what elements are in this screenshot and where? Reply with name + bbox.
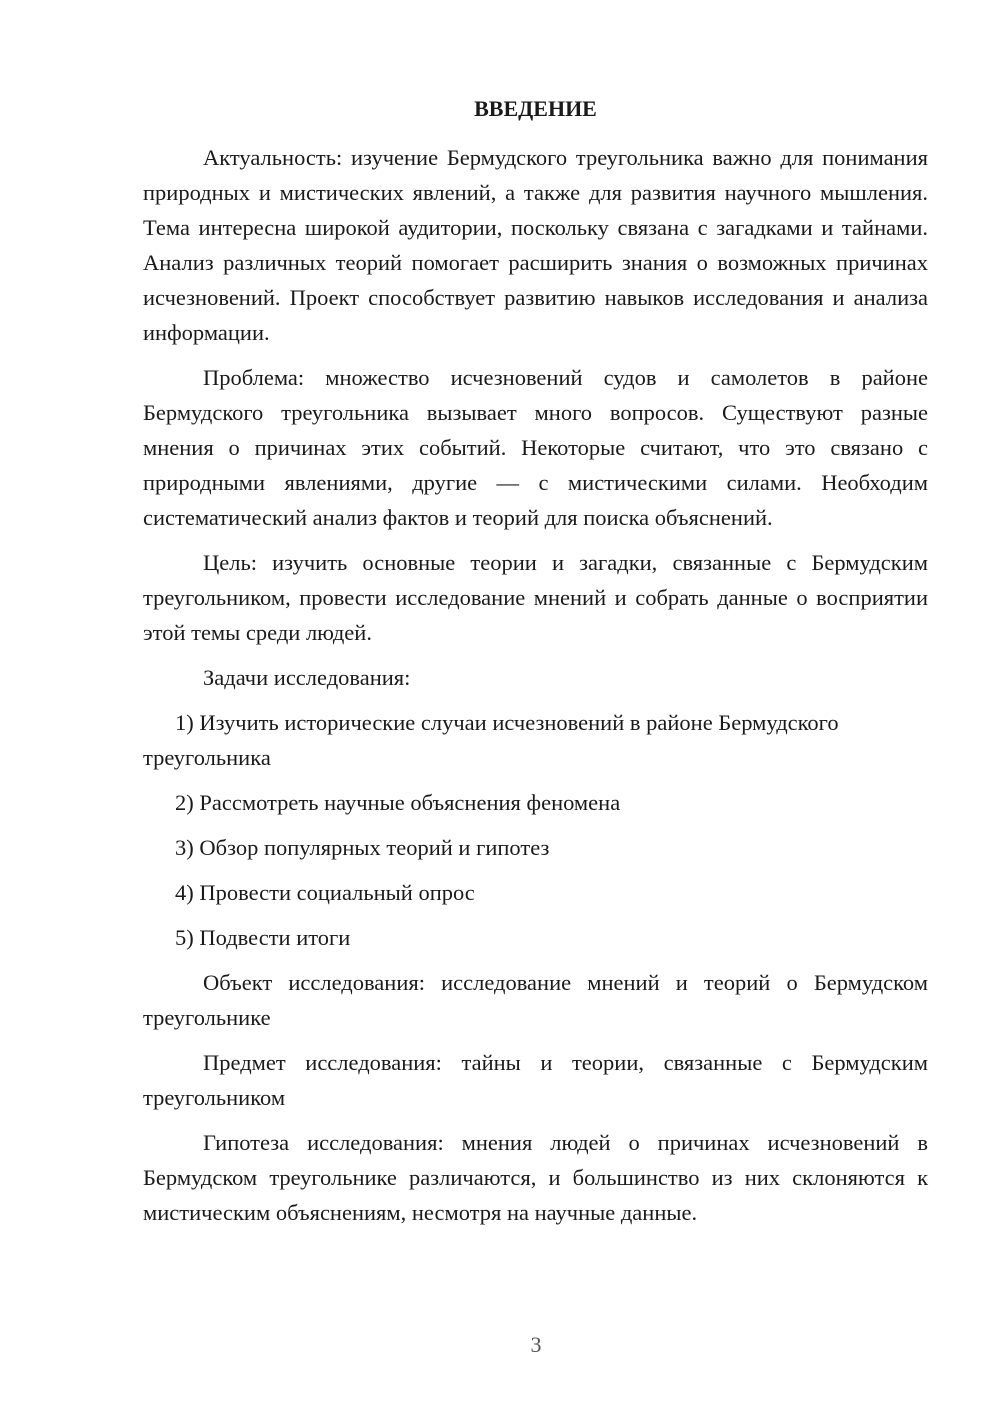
object-paragraph: Объект исследования: исследование мнений и теорий о Бермудском треугольнике: [143, 970, 928, 1030]
tasks-title: Задачи исследования:: [203, 665, 411, 690]
task-item-2: 2) Рассмотреть научные объяснения феномена: [175, 790, 621, 815]
task-item-5: 5) Подвести итоги: [175, 925, 351, 950]
hypothesis-paragraph: Гипотеза исследования: мнения людей о причинах исчезновений в Бермудском треугольнике различаются, и большинство из них склоняются к мистическим объяснениям, несмотря на научные данные.: [143, 1130, 928, 1225]
section-heading: ВВЕДЕНИЕ: [474, 96, 597, 121]
relevance-paragraph: Актуальность: изучение Бермудского треугольника важно для понимания природных и мистических явлений, а также для развития научного мышления. Тема интересна широкой аудитории, поскольку связана с загадками и тайнами. Анализ различных теорий помогает расширить знания о возможных причинах исчезновений. Проект способствует развитию навыков исследования и анализа информации.: [143, 145, 928, 345]
page-number: 3: [530, 1332, 542, 1357]
task-item-3: 3) Обзор популярных теорий и гипотез: [175, 835, 550, 860]
task-item-4: 4) Провести социальный опрос: [175, 880, 475, 905]
document-page: [143, 92, 928, 1240]
goal-paragraph: Цель: изучить основные теории и загадки, связанные с Бермудским треугольником, провести исследование мнений и собрать данные о восприятии этой темы среди людей.: [143, 550, 928, 645]
subject-paragraph: Предмет исследования: тайны и теории, связанные с Бермудским треугольником: [143, 1050, 928, 1110]
task-item-1: 1) Изучить исторические случаи исчезновений в районе Бермудского треугольника: [143, 710, 839, 770]
tasks-list: [143, 705, 928, 955]
problem-paragraph: Проблема: множество исчезновений судов и самолетов в районе Бермудского треугольника вызывает много вопросов. Существуют разные мнения о причинах этих событий. Некоторые считают, что это связано с природными явлениями, другие — с мистическими силами. Необходим систематический анализ фактов и теорий для поиска объяснений.: [143, 365, 928, 530]
